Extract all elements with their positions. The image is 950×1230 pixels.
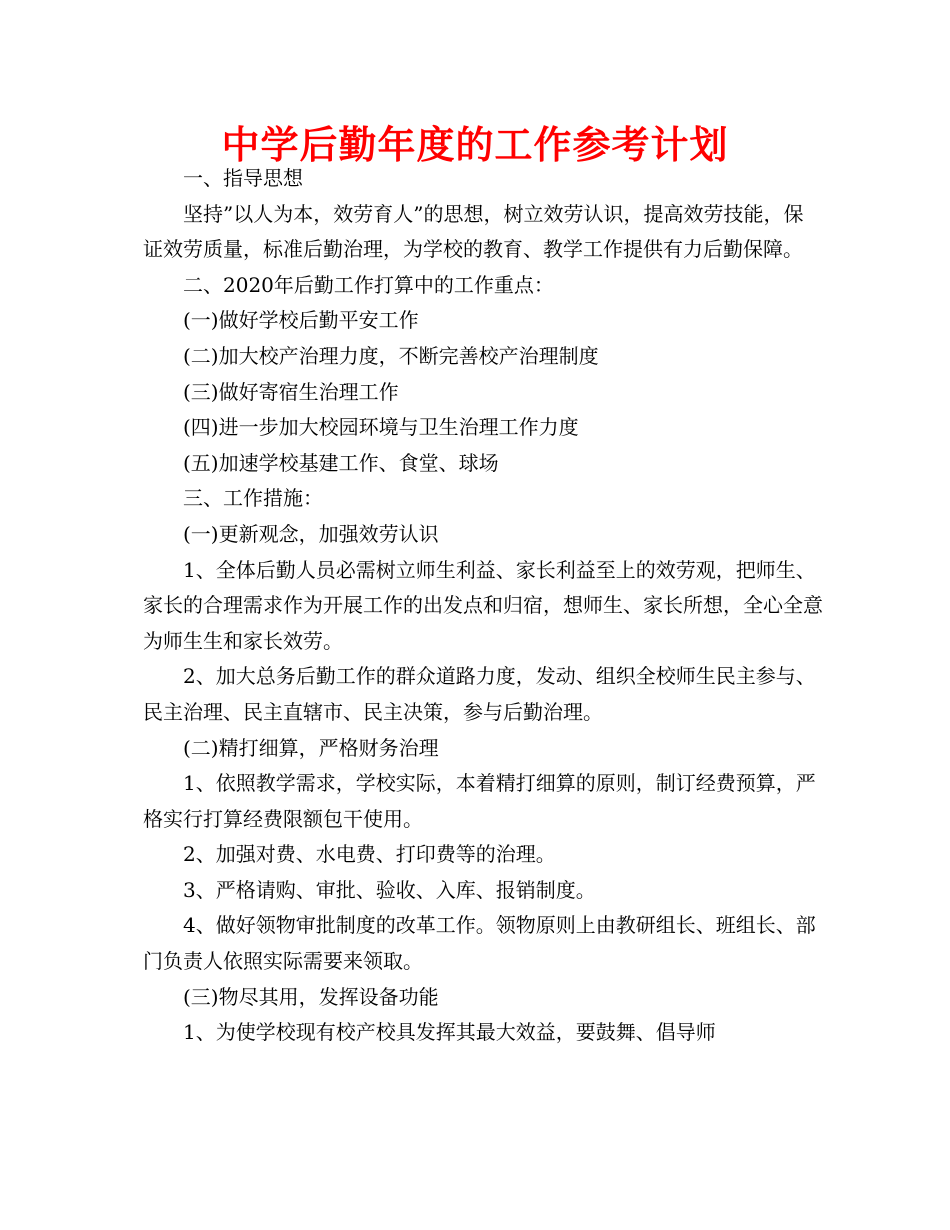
paragraph: (一)做好学校后勤平安工作 xyxy=(183,308,419,333)
paragraph: (三)做好寄宿生治理工作 xyxy=(183,379,399,404)
paragraph: 1、全体后勤人员必需树立师生利益、家长利益至上的效劳观，把师生、家长的合理需求作为开展工作的出发点和归宿，想师生、家长所想，全心全意为师生生和家长效劳。 xyxy=(143,557,823,653)
paragraph: (二)加大校产治理力度，不断完善校产治理制度 xyxy=(183,343,599,368)
paragraph: (四)进一步加大校园环境与卫生治理工作力度 xyxy=(183,415,579,440)
paragraph: 三、工作措施： xyxy=(183,486,323,511)
paragraph: (一)更新观念，加强效劳认识 xyxy=(183,521,439,546)
paragraph: 1、为使学校现有校产校具发挥其最大效益，要鼓舞、倡导师 xyxy=(183,1020,716,1045)
paragraph: (二)精打细算，严格财务治理 xyxy=(183,735,439,760)
document-body xyxy=(143,161,823,1051)
paragraph: 坚持”以人为本，效劳育人”的思想，树立效劳认识，提高效劳技能，保证效劳质量，标准后勤治理，为学校的教育、教学工作提供有力后勤保障。 xyxy=(143,201,804,262)
paragraph: 4、做好领物审批制度的改革工作。领物原则上由教研组长、班组长、部门负责人依照实际需要来领取。 xyxy=(143,913,816,974)
paragraph: (三)物尽其用，发挥设备功能 xyxy=(183,984,439,1009)
paragraph: 2、加强对费、水电费、打印费等的治理。 xyxy=(183,842,556,867)
paragraph: 一、指导思想 xyxy=(183,166,303,190)
document-title: 中学后勤年度的工作参考计划 xyxy=(221,123,729,167)
paragraph: 1、依照教学需求，学校实际，本着精打细算的原则，制订经费预算，严格实行打算经费限额包干使用。 xyxy=(143,771,816,831)
paragraph: 二、2020年后勤工作打算中的工作重点： xyxy=(183,272,554,297)
paragraph: 2、加大总务后勤工作的群众道路力度，发动、组织全校师生民主参与、民主治理、民主直辖市、民主决策，参与后勤治理。 xyxy=(143,664,816,724)
paragraph: (五)加速学校基建工作、食堂、球场 xyxy=(183,450,499,475)
paragraph: 3、严格请购、审批、验收、入库、报销制度。 xyxy=(183,877,596,902)
